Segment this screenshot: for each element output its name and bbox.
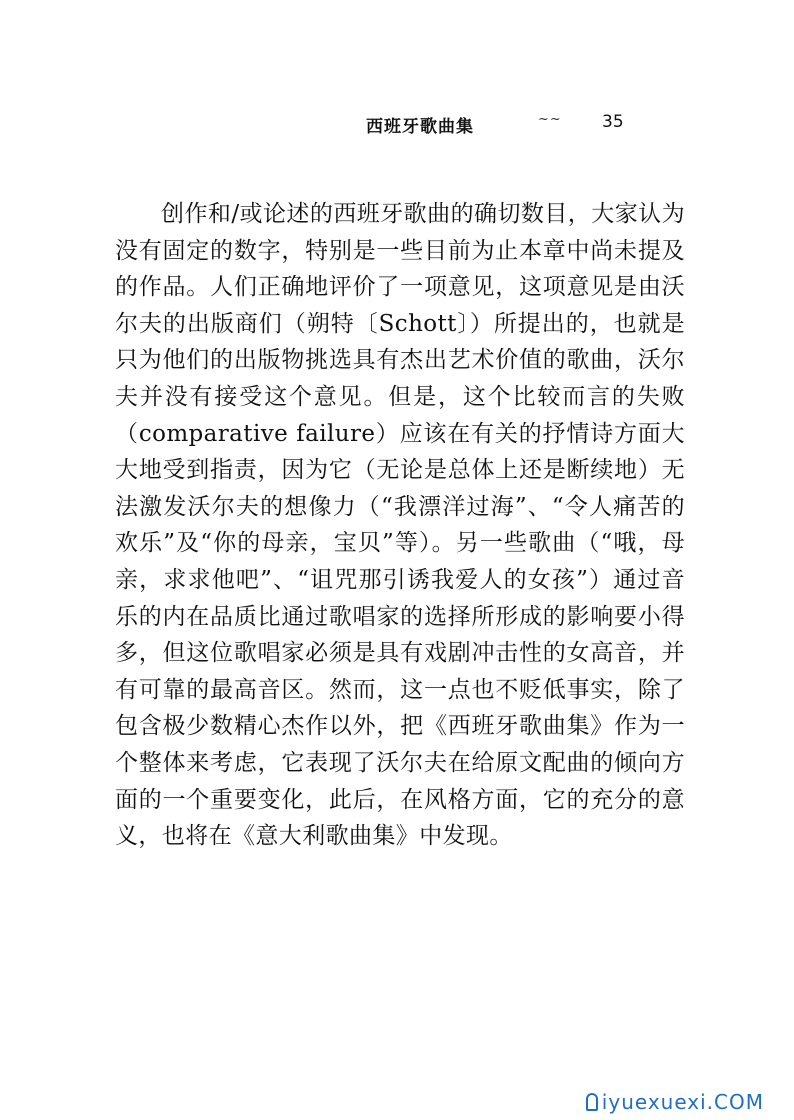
watermark-logo-icon xyxy=(586,1093,598,1111)
page-number: 35 xyxy=(602,112,624,132)
main-text xyxy=(115,196,685,855)
header-ornament: ~~ xyxy=(538,112,562,127)
running-title: 西班牙歌曲集 xyxy=(366,117,474,137)
watermark xyxy=(586,1090,764,1114)
watermark-text: iyuexuexi.COM xyxy=(601,1090,764,1114)
running-header xyxy=(366,112,636,142)
body-paragraph: 创作和/或论述的西班牙歌曲的确切数目，大家认为没有固定的数字，特别是一些目前为止本章中尚未提及的作品。人们正确地评价了一项意见，这项意见是由沃尔夫的出版商们（朔特〔Schott〕）所提出的，也就是只为他们的出版物挑选具有杰出艺术价值的歌曲，沃尔夫并没有接受这个意见。但是，这个比较而言的失败（comparative failure）应该在有关的抒情诗方面大大地受到指责，因为它（无论是总体上还是断续地）无法激发沃尔夫的想像力（“我漂洋过海”、“令人痛苦的欢乐”及“你的母亲，宝贝”等）。另一些歌曲（“哦，母亲，求求他吧”、“诅咒那引诱我爱人的女孩”）通过音乐的内在品质比通过歌唱家的选择所形成的影响要小得多，但这位歌唱家必须是具有戏剧冲击性的女高音，并有可靠的最高音区。然而，这一点也不贬低事实，除了包含极少数精心杰作以外，把《西班牙歌曲集》作为一个整体来考虑，它表现了沃尔夫在给原文配曲的倾向方面的一个重要变化，此后，在风格方面，它的充分的意义，也将在《意大利歌曲集》中发现。 xyxy=(115,201,685,850)
